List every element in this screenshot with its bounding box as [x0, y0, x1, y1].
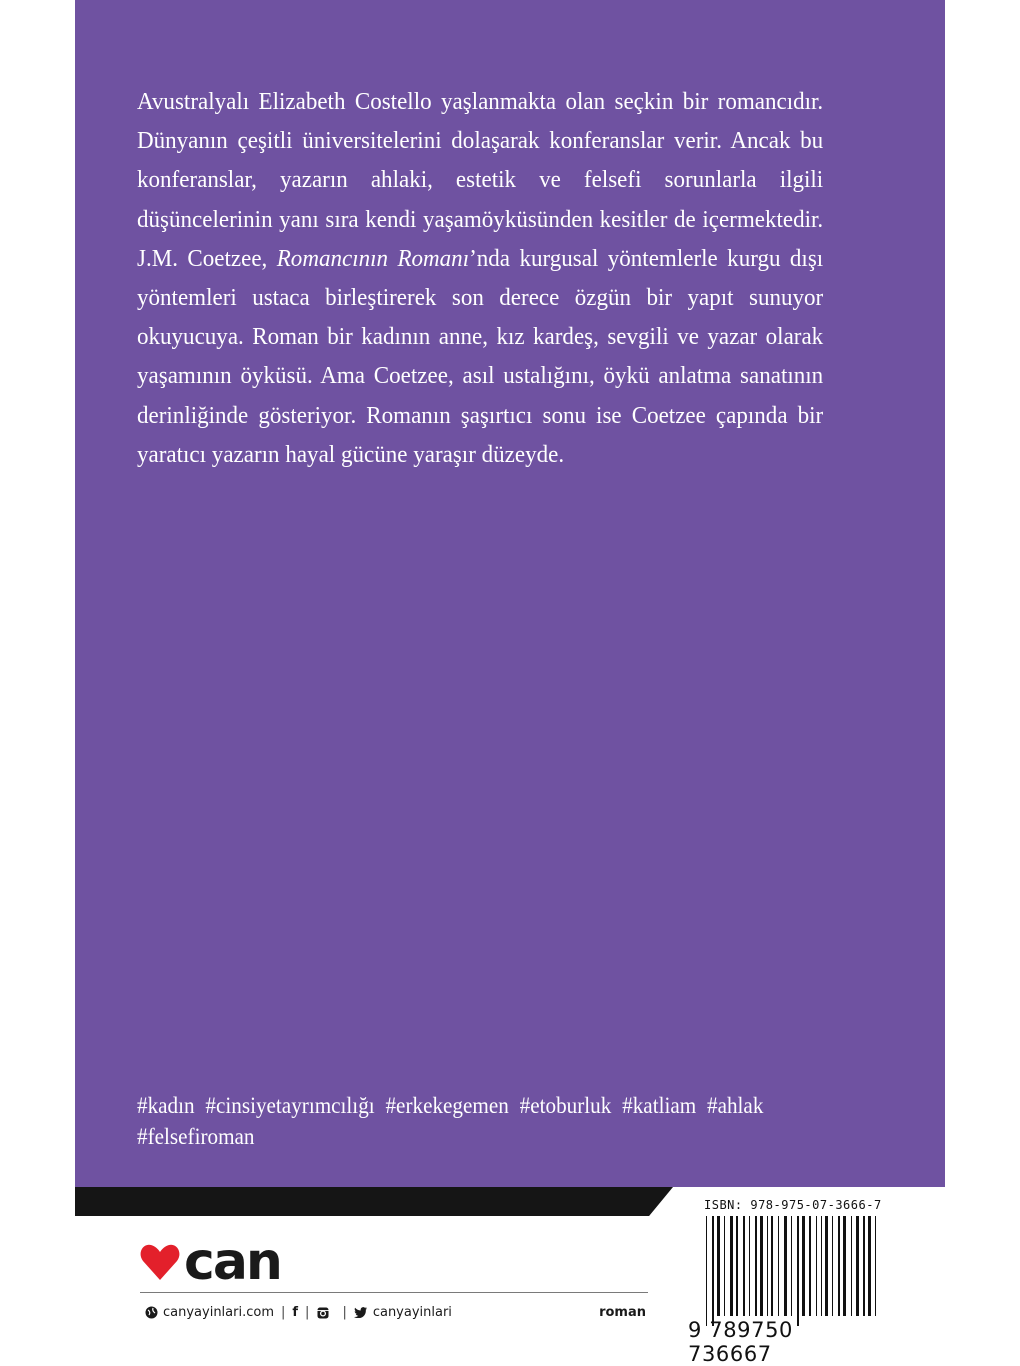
blurb-text	[137, 82, 823, 474]
barcode-bar	[717, 1216, 720, 1316]
barcode-bar	[832, 1216, 833, 1316]
separator: |	[281, 1305, 286, 1320]
barcode-bar	[706, 1216, 707, 1326]
barcode-bar	[838, 1216, 840, 1316]
barcode-bar	[802, 1216, 805, 1316]
barcode-bar	[843, 1216, 846, 1316]
footer-links	[144, 1305, 646, 1320]
back-cover	[75, 0, 945, 1187]
barcode-bar	[755, 1216, 757, 1316]
publisher-logo	[140, 1232, 281, 1292]
barcode-bar	[851, 1216, 852, 1316]
blurb-part-1: Avustralyalı Elizabeth Costello yaşlanmakta olan seçkin bir romancıdır. Dünyanın çeşitli üniversitelerini dolaşarak konferanslar verir. Ancak bu konferanslar, yazarın ahlaki, estetik ve felsefi sorunlarla ilgili düşüncelerinin yanı sıra kendi yaşamöyküsünden kesitler de içermektedir. J.M. Coetzee,	[137, 88, 824, 272]
barcode-bar	[797, 1216, 799, 1326]
isbn-label: ISBN: 978-975-07-3666-7	[704, 1198, 882, 1212]
separator: |	[342, 1305, 347, 1320]
barcode-bar	[730, 1216, 733, 1316]
barcode-bar	[771, 1216, 773, 1316]
barcode-bar	[809, 1216, 811, 1316]
barcode-bar	[821, 1216, 822, 1316]
twitter-handle[interactable]: canyayinlari	[372, 1305, 452, 1320]
hashtag: #etoburluk	[519, 1093, 612, 1118]
barcode-bar	[856, 1216, 859, 1316]
barcode-bar	[743, 1216, 745, 1316]
separator: |	[305, 1305, 310, 1320]
hashtag: #felsefiroman	[137, 1124, 255, 1149]
book-title-italic: Romancının Romanı	[276, 244, 470, 272]
twitter-icon	[354, 1306, 368, 1320]
blurb-part-2: ’nda kurgusal yöntemlerle kurgu dışı yöntemleri ustaca birleştirerek son derece özgün bir yapıt sunuyor okuyucuya. Roman bir kadının anne, kız kardeş, sevgili ve yazar olarak yaşamının öyküsü. Ama Coetzee, asıl ustalığını, öykü anlatma sanatının derinliğinde gösteriyor. Romanın şaşırtıcı sonu ise Coetzee çapında bir yaratıcı yazarın hayal gücüne yaraşır düzeyde.	[137, 244, 824, 468]
heart-icon	[140, 1243, 180, 1281]
barcode-bar	[863, 1216, 865, 1316]
hashtag-list	[137, 1090, 836, 1152]
barcode-bar	[778, 1216, 779, 1316]
instagram-icon[interactable]	[316, 1306, 330, 1320]
hashtag: #kadın	[137, 1093, 195, 1118]
barcode-bar	[784, 1216, 787, 1316]
barcode-bar	[724, 1216, 725, 1316]
barcode-panel	[676, 1192, 882, 1366]
barcode-bars	[704, 1216, 880, 1326]
barcode-bar	[749, 1216, 750, 1316]
divider	[140, 1292, 648, 1293]
hashtag: #katliam	[622, 1093, 697, 1118]
logo-wordmark: can	[184, 1232, 281, 1292]
barcode-bar	[816, 1216, 817, 1316]
barcode-bar	[736, 1216, 738, 1316]
hashtag: #cinsiyetayrımcılığı	[205, 1093, 375, 1118]
barcode-bar	[767, 1216, 768, 1316]
barcode-bar	[868, 1216, 871, 1316]
barcode-bar	[760, 1216, 763, 1316]
black-band	[75, 1187, 673, 1216]
barcode-digits: 9 789750 736667	[688, 1318, 794, 1366]
barcode-bar	[791, 1216, 792, 1316]
globe-icon	[144, 1306, 158, 1320]
barcode-bar	[712, 1216, 714, 1326]
website-link[interactable]: canyayinlari.com	[163, 1305, 274, 1320]
genre-label: roman	[599, 1305, 646, 1320]
hashtag: #ahlak	[706, 1093, 764, 1118]
barcode-bar	[825, 1216, 828, 1316]
barcode-bar	[875, 1216, 876, 1316]
hashtag: #erkekegemen	[385, 1093, 509, 1118]
facebook-icon[interactable]: f	[292, 1305, 299, 1320]
